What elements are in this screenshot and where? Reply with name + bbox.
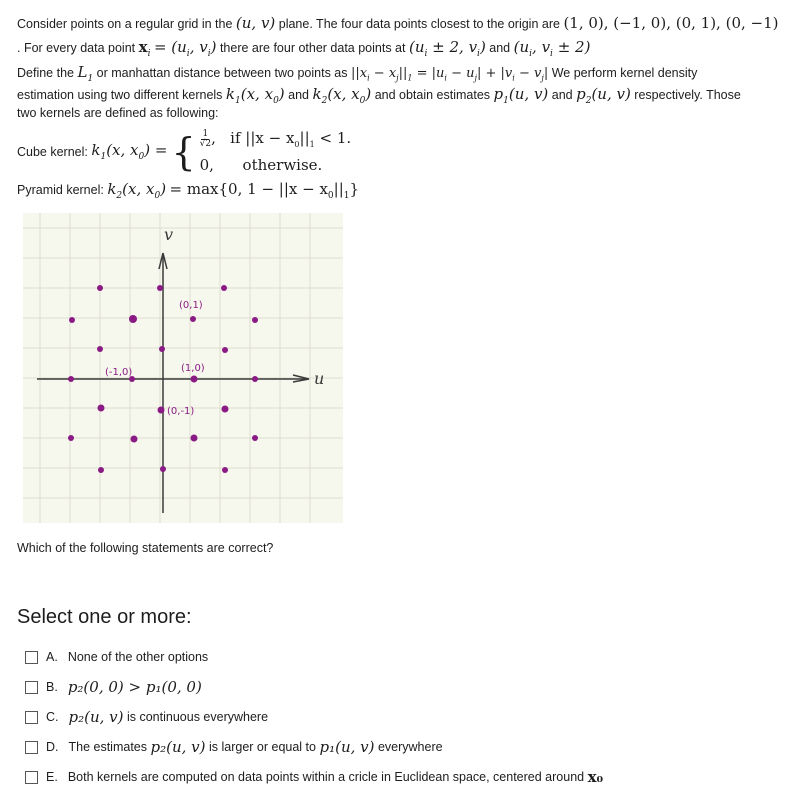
data-point [252,317,258,323]
data-point [252,376,258,382]
u-axis-label: u [314,369,325,388]
data-point [158,407,165,414]
option-a-text: None of the other options [67,650,209,664]
option-a[interactable] [25,650,208,664]
point-label-0-1: (0,1) [179,300,203,311]
data-point [129,315,137,323]
point-label-m1-0: (-1,0) [105,367,133,378]
checkbox-e[interactable] [25,771,38,784]
option-c[interactable] [25,708,268,726]
data-point [191,376,198,383]
point-label-0-m1: (0,-1) [167,406,195,417]
data-point [191,435,198,442]
pyramid-kernel-definition: Pyramid kernel: $k_2(x$, $x_0) = \max\{0$, $1 - ||x - x_0||_1$} [17,180,360,201]
data-point [222,406,229,413]
option-d-text: The estimates [68,740,148,754]
option-c-text: is continuous everywhere [126,710,269,724]
data-point [68,435,74,441]
cube-kernel-definition: Cube kernel: $k_1(x$, $x_0$) = { $\frac{1}{√2}$ , if $||x - x_0||_1 < 1$. 0, otherwise. [17,128,352,174]
data-point [98,467,104,473]
point-label-1-0: (1,0) [181,363,205,374]
question-prompt: Which of the following statements are correct? [17,541,274,555]
question-line-3: Define the $L_1$ or manhattan distance between two points as $||x_i - x_j||_1 = |u_i - u_j| + |v_i - v_j|$ We perform kernel density [17,63,698,84]
option-b[interactable] [25,678,202,696]
option-e-text: Both kernels are computed on data points within a cricle in Euclidean space, centered around [67,770,585,784]
data-point [68,376,74,382]
option-d-text2: is larger or equal to [208,740,316,754]
option-d-math2: p₁(u, v) [319,738,375,756]
v-axis-label: v [164,225,174,244]
data-point [252,435,258,441]
data-point [221,285,227,291]
checkbox-a[interactable] [25,651,38,664]
option-b-math: p₂(0, 0) > p₁(0, 0) [67,678,202,696]
option-a-letter: A. [46,650,58,664]
data-point [97,285,103,291]
option-c-letter: C. [46,710,59,724]
question-line-1: Consider points on a regular grid in the (u, v) plane. The four data points closest to the origin are (1, 0), (−1, 0), (0, 1), (0, −1) [17,14,779,32]
option-e-letter: E. [46,770,58,784]
data-point [190,316,196,322]
question-line-5: two kernels are defined as following: [17,106,219,120]
option-e-math: x₀ [587,768,604,786]
checkbox-b[interactable] [25,681,38,694]
option-c-math: p₂(u, v) [68,708,124,726]
axes [37,253,309,513]
data-point [98,405,105,412]
data-point [160,466,166,472]
data-point [222,347,228,353]
select-title: Select one or more: [17,606,192,628]
data-point [159,346,165,352]
option-d-letter: D. [46,740,59,754]
option-e[interactable] [25,768,603,786]
checkbox-c[interactable] [25,711,38,724]
data-point [131,436,138,443]
data-point [157,285,163,291]
data-point [222,467,228,473]
question-line-4: estimation using two different kernels $k_1(x$, $x_0$) and $k_2(x$, $x_0$) and obtain estimates $p_1(u$, v) and $p_2(u$, v) respectively. Those [17,85,741,106]
option-d[interactable] [25,738,443,756]
data-point [97,346,103,352]
grid-figure [23,213,343,523]
option-d-math: p₂(u, v) [150,738,206,756]
option-b-letter: B. [46,680,58,694]
option-d-text3: everywhere [377,740,443,754]
grid-figure-svg [23,213,343,523]
checkbox-d[interactable] [25,741,38,754]
data-point [69,317,75,323]
question-line-2: . For every data point $x_i = (u_i$, $v_i$) there are four other data points at ($u_i \pm 2$, $v_i$) and ($u_i$, $v_i \pm 2$) [17,38,591,59]
